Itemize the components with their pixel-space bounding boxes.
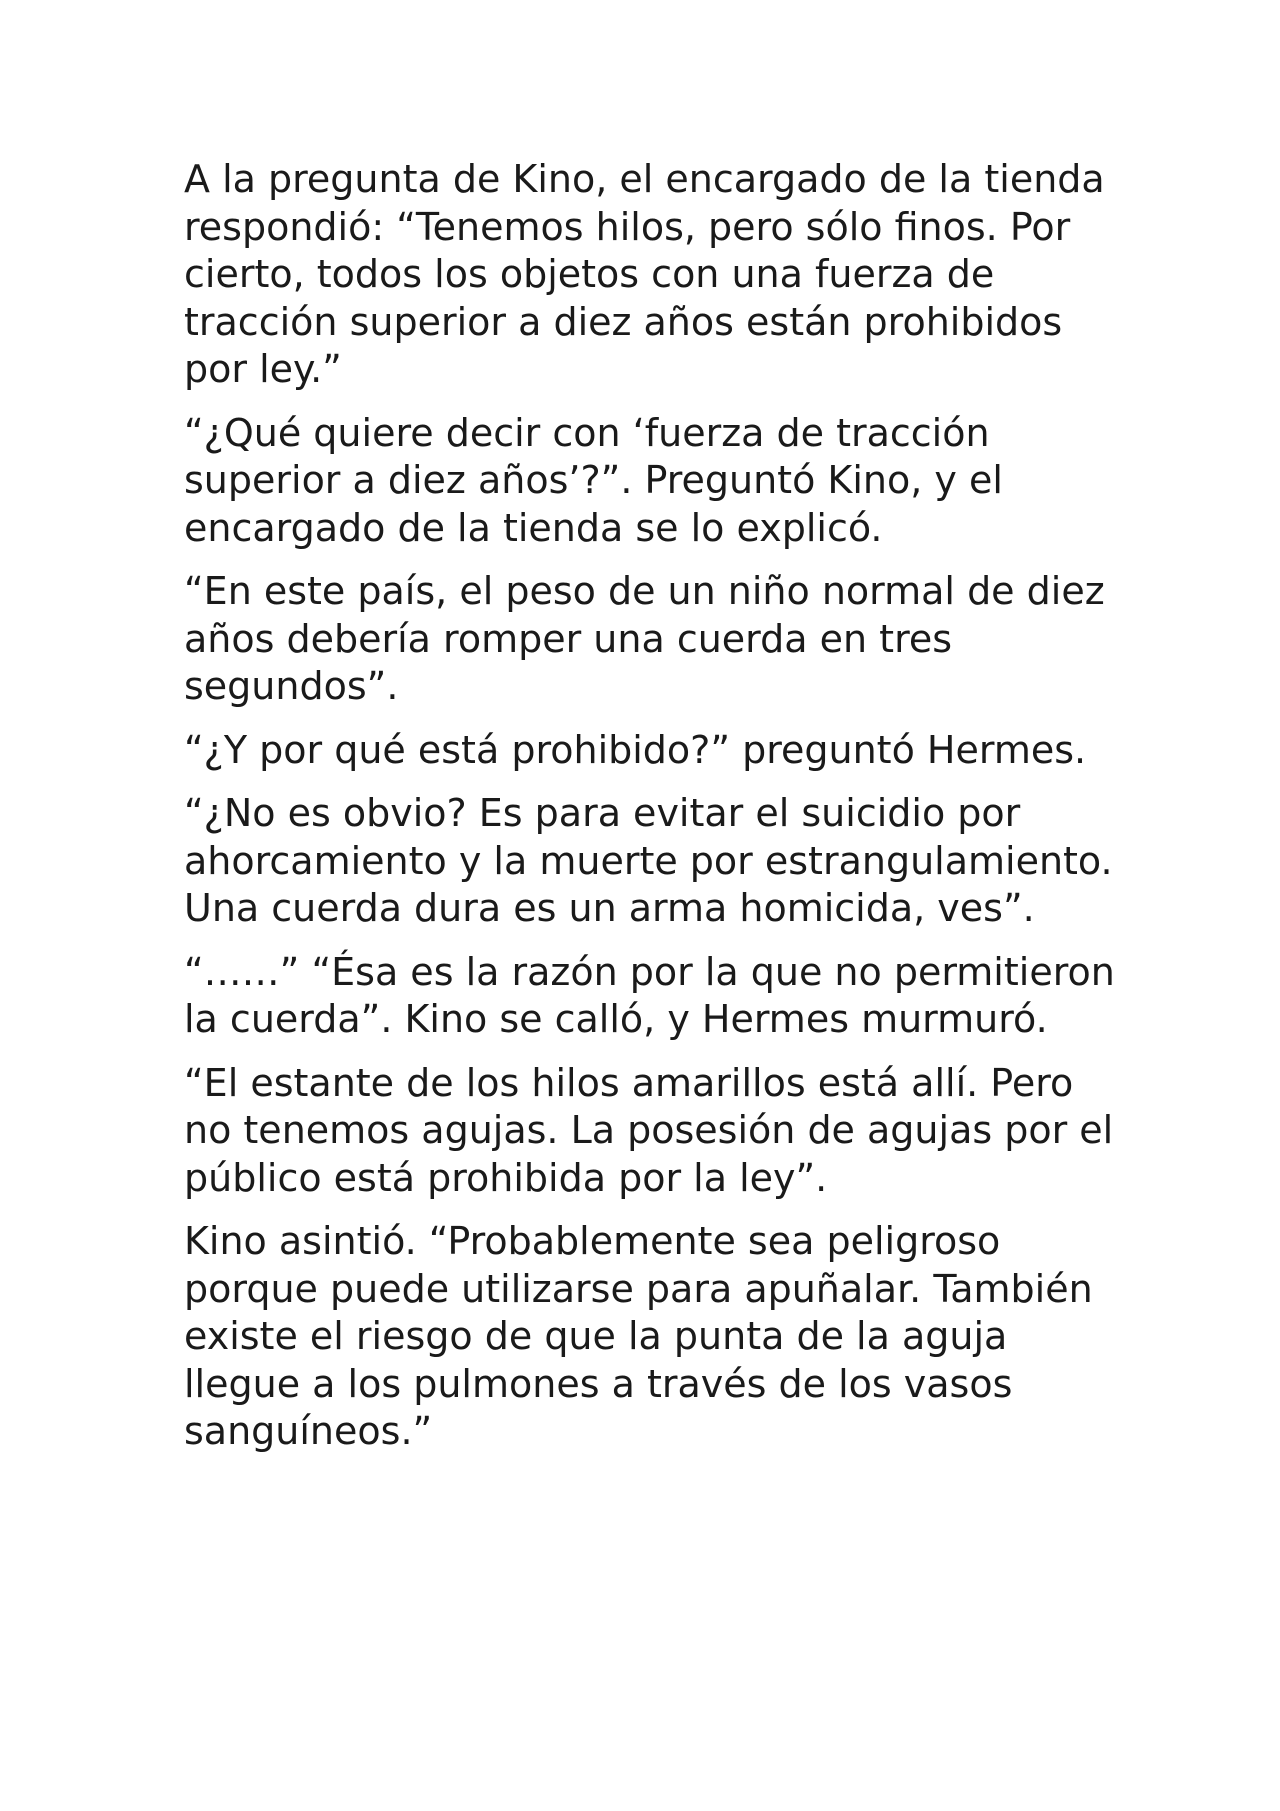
- paragraph-3: “En este país, el peso de un niño normal de diez años debería romper una cuerda en tres segundos”.: [184, 569, 1105, 708]
- paragraph-1: A la pregunta de Kino, el encargado de la tienda respondió: “Tenemos hilos, pero sólo finos. Por cierto, todos los objetos con una fuerza de tracción superior a diez años están prohibidos por ley.”: [184, 157, 1105, 391]
- paragraph-8: Kino asintió. “Probablemente sea peligroso porque puede utilizarse para apuñalar. También existe el riesgo de que la punta de la aguja llegue a los pulmones a través de los vasos sanguíneos.”: [184, 1219, 1093, 1453]
- paragraph-4: “¿Y por qué está prohibido?” preguntó Hermes.: [184, 727, 1087, 772]
- body-text: [184, 156, 1124, 1472]
- paragraph-5: “¿No es obvio? Es para evitar el suicidio por ahorcamiento y la muerte por estrangulamiento. Una cuerda dura es un arma homicida, ves”.: [184, 791, 1113, 930]
- paragraph-7: “El estante de los hilos amarillos está allí. Pero no tenemos agujas. La posesión de agujas por el público está prohibida por la ley”.: [184, 1060, 1114, 1200]
- paragraph-2: “¿Qué quiere decir con ‘fuerza de tracción superior a diez años’?”. Preguntó Kino, y el encargado de la tienda se lo explicó.: [184, 410, 1003, 550]
- paragraph-6: “……” “Ésa es la razón por la que no permitieron la cuerda”. Kino se calló, y Hermes murmuró.: [184, 949, 1115, 1041]
